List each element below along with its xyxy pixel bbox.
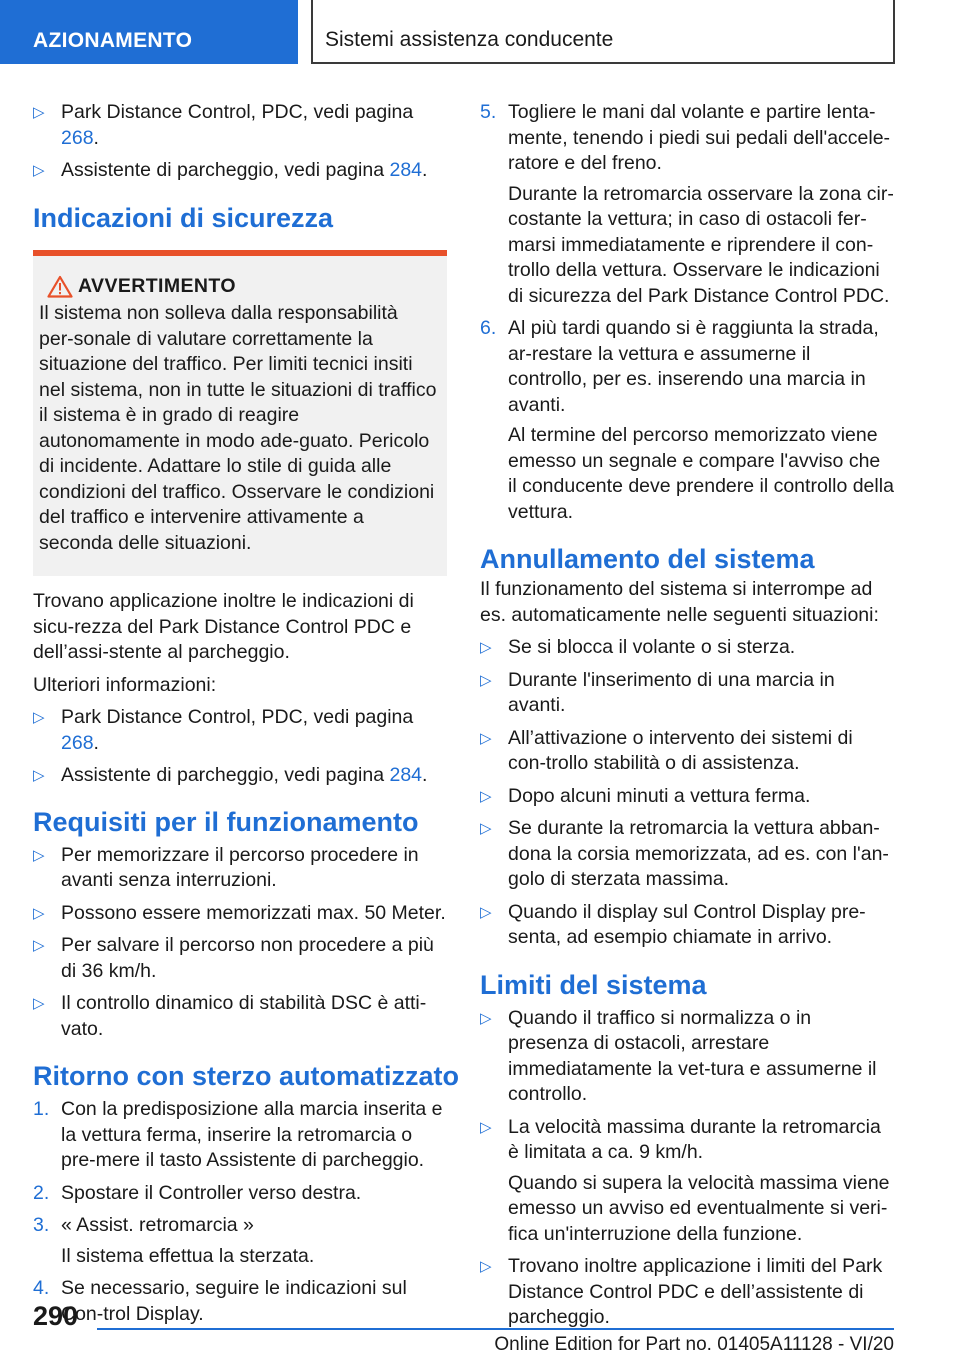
triangle-bullet-icon: ▷ xyxy=(33,995,45,1012)
triangle-bullet-icon: ▷ xyxy=(33,709,45,726)
list-item: ▷ All’attivazione o intervento dei sistemi di con-trollo stabilità o di assistenza. xyxy=(480,726,853,774)
list-item: ▷ Trovano inoltre applicazione i limiti del Park Distance Control PDC e dell’assistente di parcheggio. xyxy=(480,1255,883,1328)
step-item: 4. Se necessario, seguire le indicazioni sul Con-trol Display. xyxy=(33,1277,407,1325)
step-note: Al termine del percorso memorizzato viene emesso un segnale e compare l'avviso che il conducente deve prendere il controllo della vettura. xyxy=(508,424,894,523)
list-item: ▷ Dopo alcuni minuti a vettura ferma. xyxy=(480,784,894,810)
triangle-bullet-icon: ▷ xyxy=(33,767,45,784)
triangle-bullet-icon: ▷ xyxy=(33,904,45,922)
edition-footer: Online Edition for Part no. 01405A11128 - VI/20 xyxy=(494,1334,894,1355)
list-item: ▷ Il controllo dinamico di stabilità DSC è atti-vato. xyxy=(33,992,427,1040)
section-tab: AZIONAMENTO xyxy=(0,0,298,64)
page-number: 290 xyxy=(33,1301,79,1331)
step-item: 1. Con la predisposizione alla marcia inserita e la vettura ferma, inserire la retromarcia o pre-mere il tasto Assistente di parcheggio. xyxy=(33,1098,443,1171)
triangle-bullet-icon: ▷ xyxy=(480,903,492,921)
triangle-bullet-icon: ▷ xyxy=(480,729,492,747)
step-number: 5. xyxy=(480,101,497,123)
list-item: ▷ La velocità massima durante la retromarcia è limitata a ca. 9 km/h. xyxy=(480,1115,881,1163)
heading-cancel: Annullamento del sistema xyxy=(480,544,815,574)
list-item: ▷ Assistente di parcheggio, vedi pagina 284. xyxy=(33,158,447,184)
list-item: ▷ Quando il traffico si normalizza o in presenza di ostacoli, arrestare immediatamente la vet-tura e assumerne il controllo. xyxy=(480,1006,877,1105)
step-item: 2. Spostare il Controller verso destra. xyxy=(33,1181,447,1207)
heading-limits: Limiti del sistema xyxy=(480,969,707,1000)
list-item: ▷ Durante l'inserimento di una marcia in avanti. xyxy=(480,668,835,716)
triangle-bullet-icon: ▷ xyxy=(33,162,45,179)
triangle-bullet-icon: ▷ xyxy=(480,787,492,805)
triangle-bullet-icon: ▷ xyxy=(480,820,492,837)
step-item: 6. Al più tardi quando si è raggiunta la strada, ar-restare la vettura e assumerne il controllo, per es. inserendo una marcia in avanti. xyxy=(480,317,879,416)
triangle-bullet-icon: ▷ xyxy=(33,104,45,121)
list-item: ▷ Possono essere memorizzati max. 50 Meter. xyxy=(33,901,447,927)
triangle-bullet-icon: ▷ xyxy=(33,846,45,864)
list-item: ▷ Se si blocca il volante o si sterza. xyxy=(480,635,894,661)
warning-text: Il sistema non solleva dalla responsabilità per-sonale di valutare correttamente la situazione del traffico. Per limiti tecnici insiti nel sistema, non in tutte le situazioni di traffico il sistema è in grado di reagire autonomamente in modo ade-guato. Pericolo di incidente. Adattare lo stile di guida alle condizioni del traffico. Osservare le condizioni del traffico e intervenire attivamente a seconda delle situazioni. xyxy=(39,302,437,554)
step-number: 3. xyxy=(33,1214,50,1236)
heading-return: Ritorno con sterzo automatizzato xyxy=(33,1061,460,1091)
warning-box xyxy=(33,250,447,577)
page-link[interactable]: 284 xyxy=(389,764,423,786)
cancel-intro: Il funzionamento del sistema si interrompe ad es. automaticamente nelle seguenti situazioni: xyxy=(480,578,879,626)
page-title: Sistemi assistenza conducente xyxy=(325,28,614,51)
page-link[interactable]: 284 xyxy=(389,159,423,181)
list-note: Quando si supera la velocità massima viene emesso un avviso ed eventualmente si veri-fica un'interruzione della funzione. xyxy=(508,1171,890,1245)
list-item: ▷ Se durante la retromarcia la vettura abban-dona la corsia memorizzata, ad es. con l'an-golo di sterzata massima. xyxy=(480,817,889,890)
triangle-bullet-icon: ▷ xyxy=(33,937,45,954)
warning-heading: AVVERTIMENTO xyxy=(39,274,437,300)
triangle-bullet-icon: ▷ xyxy=(480,671,492,689)
safety-paragraph: Trovano applicazione inoltre le indicazioni di sicu-rezza del Park Distance Control PDC e dell’assi-stente al parcheggio. xyxy=(33,590,414,663)
heading-requirements: Requisiti per il funzionamento xyxy=(33,806,419,837)
list-item: ▷ Park Distance Control, PDC, vedi pagina 268. xyxy=(33,706,414,754)
triangle-bullet-icon: ▷ xyxy=(480,1118,492,1136)
step-note: Il sistema effettua la sterzata. xyxy=(61,1244,315,1267)
right-column xyxy=(480,100,894,1331)
triangle-bullet-icon: ▷ xyxy=(480,1258,492,1275)
list-item: ▷ Quando il display sul Control Display pre-senta, ad esempio chiamate in arrivo. xyxy=(480,900,866,948)
footer-divider xyxy=(97,1328,894,1330)
list-item: ▷ Per salvare il percorso non procedere a più di 36 km/h. xyxy=(33,934,434,982)
step-number: 4. xyxy=(33,1277,50,1299)
more-info-label: Ulteriori informazioni: xyxy=(33,673,217,696)
list-item: ▷ Assistente di parcheggio, vedi pagina 284. xyxy=(33,763,447,789)
heading-safety: Indicazioni di sicurezza xyxy=(33,202,334,233)
warning-triangle-icon xyxy=(47,275,73,298)
page-link[interactable]: 268 xyxy=(61,731,94,754)
triangle-bullet-icon: ▷ xyxy=(480,1009,492,1027)
step-number: 2. xyxy=(33,1181,50,1204)
step-number: 6. xyxy=(480,317,497,339)
step-note: Durante la retromarcia osservare la zona cir-costante la vettura; in caso di ostacoli fer-marsi immediatamente e riprendere il con-trollo della vettura. Osservare le indicazioni di sicurezza del Park Distance Control PDC. xyxy=(508,182,894,307)
step-item: 5. Togliere le mani dal volante e partire lenta-mente, tenendo i piedi sui pedali dell'accele-ratore e del freno. xyxy=(480,101,891,174)
page-link[interactable]: 268 xyxy=(61,126,94,149)
list-item: ▷ Per memorizzare il percorso procedere in avanti senza interruzioni. xyxy=(33,843,419,891)
step-item: 3. « Assist. retromarcia » xyxy=(33,1213,447,1239)
triangle-bullet-icon: ▷ xyxy=(480,639,492,656)
step-number: 1. xyxy=(33,1098,50,1120)
list-item: ▷ Park Distance Control, PDC, vedi pagina 268. xyxy=(33,101,414,149)
left-column xyxy=(33,100,460,1327)
